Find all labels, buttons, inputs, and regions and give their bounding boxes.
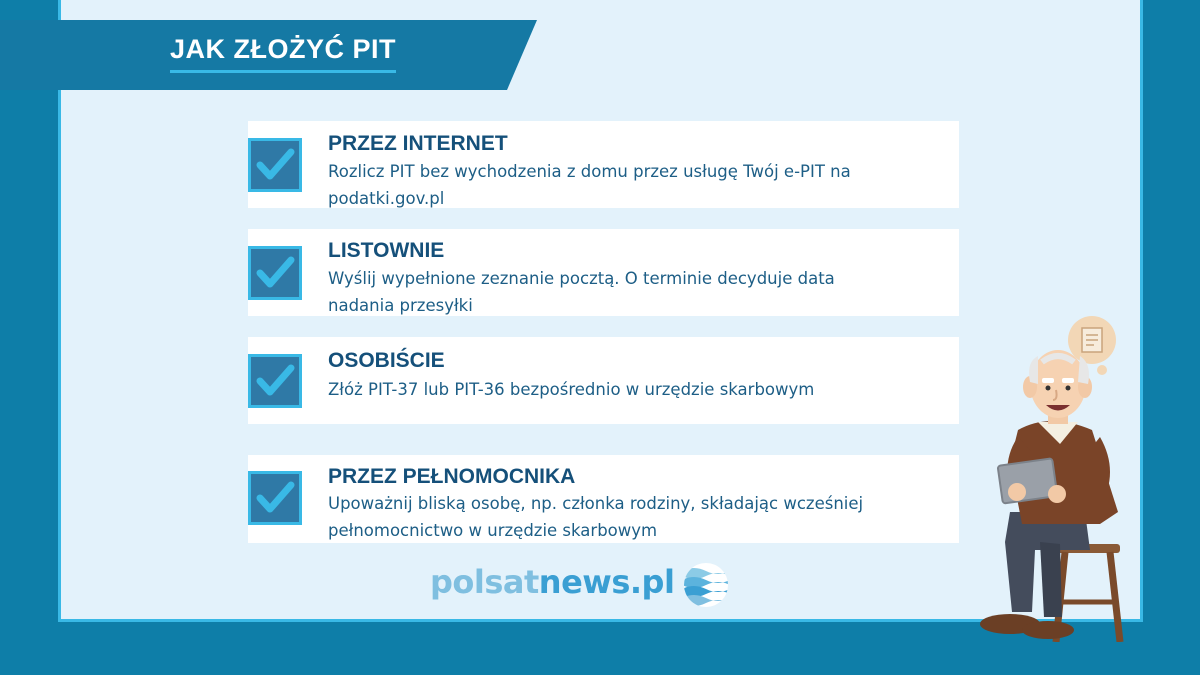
description-line: pełnomocnictwo w urzędzie skarbowym — [328, 521, 658, 540]
brand-part-1: polsat — [430, 563, 539, 601]
checkbox-icon — [248, 354, 302, 408]
option-description — [328, 376, 948, 403]
description-line: Upoważnij bliską osobę, np. członka rodziny, składając wcześniej — [328, 494, 864, 513]
description-line: nadania przesyłki — [328, 296, 473, 315]
option-title: PRZEZ PEŁNOMOCNIKA — [328, 465, 576, 488]
checkbox-icon — [248, 246, 302, 300]
description-line: Wyślij wypełnione zeznanie pocztą. O terminie decyduje data — [328, 269, 835, 288]
page-title: JAK ZŁOŻYĆ PIT — [170, 34, 396, 73]
description-line: podatki.gov.pl — [328, 189, 445, 208]
option-title: PRZEZ INTERNET — [328, 132, 508, 155]
elderly-man-illustration — [960, 312, 1140, 642]
option-title: LISTOWNIE — [328, 239, 445, 262]
checkbox-icon — [248, 138, 302, 192]
description-line: Złóż PIT-37 lub PIT-36 bezpośrednio w urzędzie skarbowym — [328, 380, 815, 399]
option-title: OSOBIŚCIE — [328, 349, 445, 372]
brand-logo-text — [430, 563, 674, 601]
brand-part-2: news.pl — [538, 563, 675, 601]
polsatnews-logo-icon — [682, 561, 730, 609]
option-description — [328, 158, 948, 212]
checkbox-icon — [248, 471, 302, 525]
description-line: Rozlicz PIT bez wychodzenia z domu przez usługę Twój e-PIT na — [328, 162, 851, 181]
option-description — [328, 265, 948, 319]
option-description — [328, 490, 948, 544]
